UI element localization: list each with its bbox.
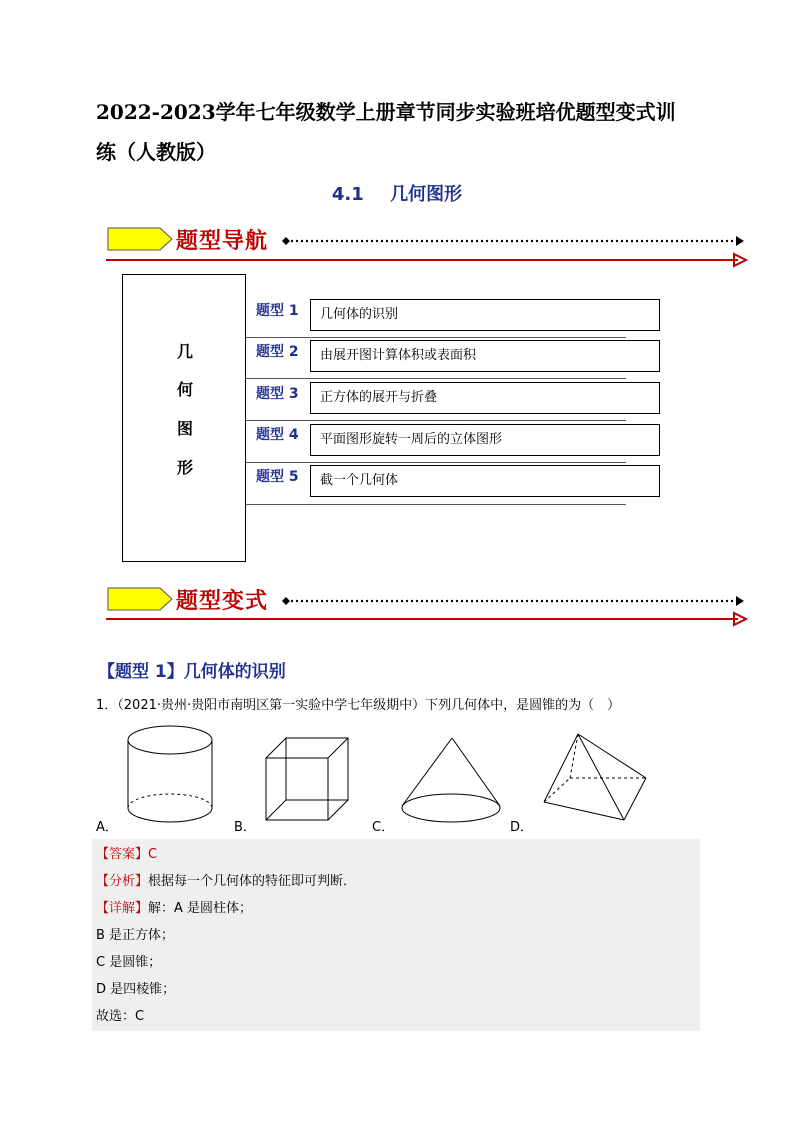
nav-box-char: 几 <box>176 342 193 361</box>
nav-divider <box>246 462 626 463</box>
banner-nav-label: 题型导航 <box>176 228 269 254</box>
nav-divider <box>246 504 626 505</box>
arrow-head-icon <box>736 596 744 606</box>
analysis-tag: 【分析】 <box>96 874 149 889</box>
nav-item-2[interactable]: 由展开图计算体积或表面积 <box>310 340 660 372</box>
diamond-icon <box>282 597 290 605</box>
nav-tag-3: 题型 3 <box>256 386 299 402</box>
answer-value: C <box>148 847 158 862</box>
option-d[interactable]: D． <box>510 820 534 835</box>
analysis-line <box>96 870 356 889</box>
nav-item-5[interactable]: 截一个几何体 <box>310 465 660 497</box>
nav-tag-5: 题型 5 <box>256 469 299 485</box>
nav-divider <box>246 337 626 338</box>
nav-box-char: 图 <box>176 419 193 438</box>
detail-line-c: C 是圆锥； <box>96 955 162 970</box>
title-line-1: 2022-2023学年七年级数学上册章节同步实验班培优题型变式训 <box>96 100 676 124</box>
banner-flag-icon <box>108 588 172 610</box>
banner-flag-icon <box>108 228 172 250</box>
detail-line-d: D 是四棱锥； <box>96 982 176 997</box>
nav-box-char: 何 <box>176 380 193 399</box>
nav-divider <box>246 378 626 379</box>
answer-line <box>96 843 157 862</box>
analysis-text: 根据每一个几何体的特征即可判断． <box>148 874 357 889</box>
cube-figure <box>262 734 354 826</box>
title-line-2: 练（人教版） <box>96 140 216 164</box>
option-c[interactable]: C． <box>372 820 395 835</box>
section-title <box>0 180 794 206</box>
nav-item-1[interactable]: 几何体的识别 <box>310 299 660 331</box>
banner-variants-label: 题型变式 <box>176 588 269 614</box>
nav-item-4[interactable]: 平面图形旋转一周后的立体图形 <box>310 424 660 456</box>
document-title <box>96 92 716 172</box>
nav-topic-box <box>122 274 246 562</box>
option-a[interactable]: A． <box>96 820 118 835</box>
detail-tag: 【详解】 <box>96 901 149 916</box>
section-name: 几何图形 <box>390 184 463 205</box>
detail-line <box>96 897 252 916</box>
question-text: 1．（2021·贵州·贵阳市南明区第一实验中学七年级期中）下列几何体中，是圆锥的为（ ） <box>96 698 621 713</box>
diamond-icon <box>282 237 290 245</box>
nav-item-3[interactable]: 正方体的展开与折叠 <box>310 382 660 414</box>
section-number: 4.1 <box>331 184 364 205</box>
conclusion-line: 故选：C <box>96 1009 145 1024</box>
nav-tag-1: 题型 1 <box>256 303 299 319</box>
topic-heading: 【题型 1】几何体的识别 <box>98 662 286 682</box>
nav-divider <box>246 420 626 421</box>
cone-figure <box>394 734 506 832</box>
answer-tag: 【答案】 <box>96 847 149 862</box>
answer-panel <box>92 839 700 1031</box>
nav-tag-2: 题型 2 <box>256 344 299 360</box>
nav-tag-4: 题型 4 <box>256 427 299 443</box>
cylinder-figure <box>120 722 220 832</box>
arrow-head-icon <box>736 236 744 246</box>
nav-box-char: 形 <box>176 458 193 477</box>
detail-text: 解：A 是圆柱体； <box>148 901 253 916</box>
detail-line-b: B 是正方体； <box>96 928 175 943</box>
option-b[interactable]: B． <box>234 820 256 835</box>
pyramid-figure <box>540 730 652 826</box>
